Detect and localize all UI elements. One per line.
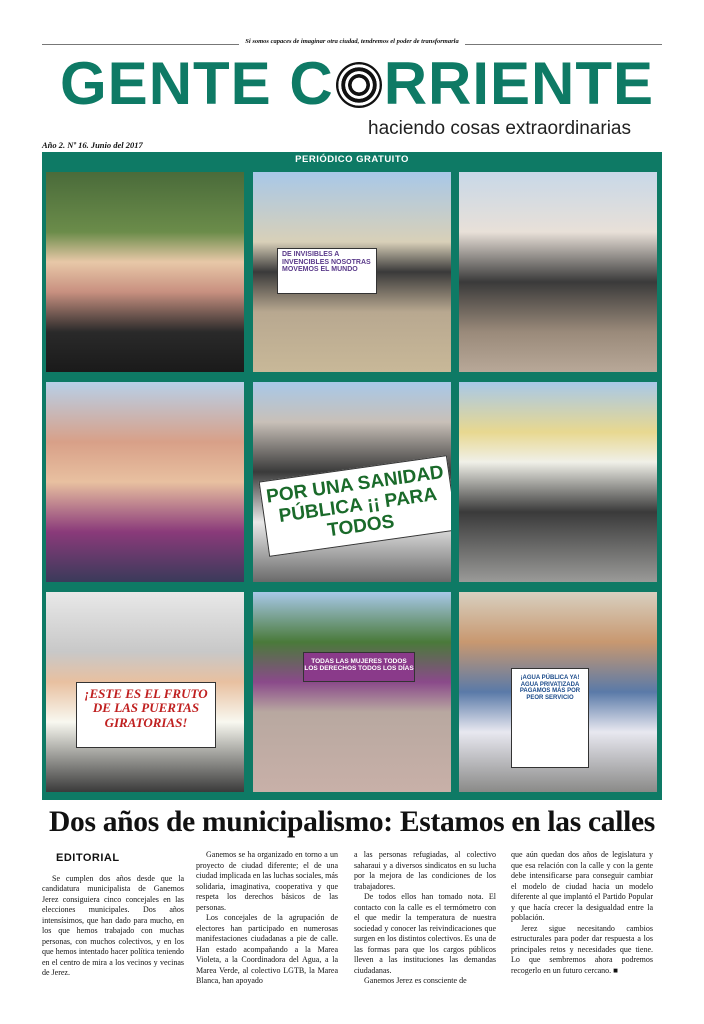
paragraph: Ganemos Jerez es consciente de	[364, 976, 467, 985]
tagline: Si somos capaces de imaginar otra ciudad, tendremos el poder de transformarla	[0, 38, 704, 45]
issue-info: Año 2. Nº 16. Junio del 2017	[42, 140, 143, 150]
paragraph: Se cumplen dos años desde que la candidatura municipalista de Ganemos Jerez consiguiera cinco concejales en las elecciones municipales. Dos años intensísimos, que han dado para mucho, en los que hemos trabajado con muchas personas, con muchos colectivos, y en los que hemos intentado hacer política teniendo en el centro de mira a los vecinos y vecinas de Jerez.	[42, 873, 184, 977]
photo-man-sign	[46, 592, 244, 792]
main-headline: Dos años de municipalismo: Estamos en las calles	[49, 806, 655, 838]
photo-red-shoes	[253, 592, 451, 792]
paragraph: Los concejales de la agrupación de electores han participado en numerosas manifestaciones ciudadanas a pie de calle. Han estado acompañando a la Marea Violeta, a la Coordinadora del Agua, a la Marea Verde, al colectivo LGTB, la Marea Blanca, han apoyado	[196, 913, 338, 985]
column-1	[42, 850, 184, 979]
sign-puertas-giratorias: ¡ESTE ES EL FRUTO DE LAS PUERTAS GIRATORIAS!	[76, 682, 216, 748]
photo-women-banner	[253, 172, 451, 372]
photo-sanidad-march	[253, 382, 451, 582]
paragraph: a las personas refugiadas, al colectivo saharaui y a diversos sindicatos en su lucha por la mejora de las condiciones de los trabajadores.	[354, 850, 496, 891]
spiral-o-icon	[336, 62, 382, 108]
column-2	[196, 850, 338, 987]
paragraph: De todos ellos han tomado nota. El contacto con la calle es el termómetro con el que medir la temperatura de nuestra sociedad y conocer las reivindicaciones que surgen en los distintos colectivos. Es una de las formas para que los cargos públicos lleven a las instituciones las demandas ciudadanas.	[354, 892, 496, 975]
banner-sanidad: POR UNA SANIDAD PÚBLICA ¡¡ PARA TODOS	[259, 455, 451, 557]
free-banner: PERIÓDICO GRATUITO	[42, 152, 662, 168]
photo-rally-speaker	[459, 382, 657, 582]
masthead-logo: GENTE C RRIENTE	[60, 50, 655, 117]
column-3	[354, 850, 496, 987]
paragraph: Jerez sigue necesitando cambios estructurales para poder dar respuesta a los principales retos y necesidades que tiene. Lo que sembremos ahora podremos recogerlo en un futuro cercano. ■	[511, 923, 653, 975]
column-4	[511, 850, 653, 976]
banner-invisibles: DE INVISIBLES A INVENCIBLES NOSOTRAS MOVEMOS EL MUNDO	[277, 248, 377, 294]
masthead-subtitle: haciendo cosas extraordinarias	[368, 118, 631, 139]
sign-agua: ¡AGUA PÚBLICA YA! AGUA PRIVATIZADA PAGAMOS MÁS POR PEOR SERVICIO	[511, 668, 589, 768]
section-label: EDITORIAL	[56, 852, 120, 864]
photo-woman-scarf	[459, 172, 657, 372]
banner-mujeres: TODAS LAS MUJERES TODOS LOS DERECHOS TODOS LOS DÍAS	[303, 652, 415, 682]
paragraph: Ganemos se ha organizado en torno a un proyecto de ciudad diferente; el de una ciudad implicada en las luchas sociales, más solidaria, imaginativa, cooperativa y que respeta los derechos básicos de las personas.	[196, 850, 338, 912]
photo-agua-publica	[459, 592, 657, 792]
photo-women-balloons	[46, 382, 244, 582]
photo-gallery	[42, 168, 662, 800]
photo-group-protest	[46, 172, 244, 372]
paragraph: que aún quedan dos años de legislatura y que esa relación con la calle y con la gente debe intensificarse para conseguir cambiar el modelo de ciudad hacia un modelo diferente al que implantó el Partido Popular y que hacía crecer la desigualdad entre la población.	[511, 850, 653, 922]
